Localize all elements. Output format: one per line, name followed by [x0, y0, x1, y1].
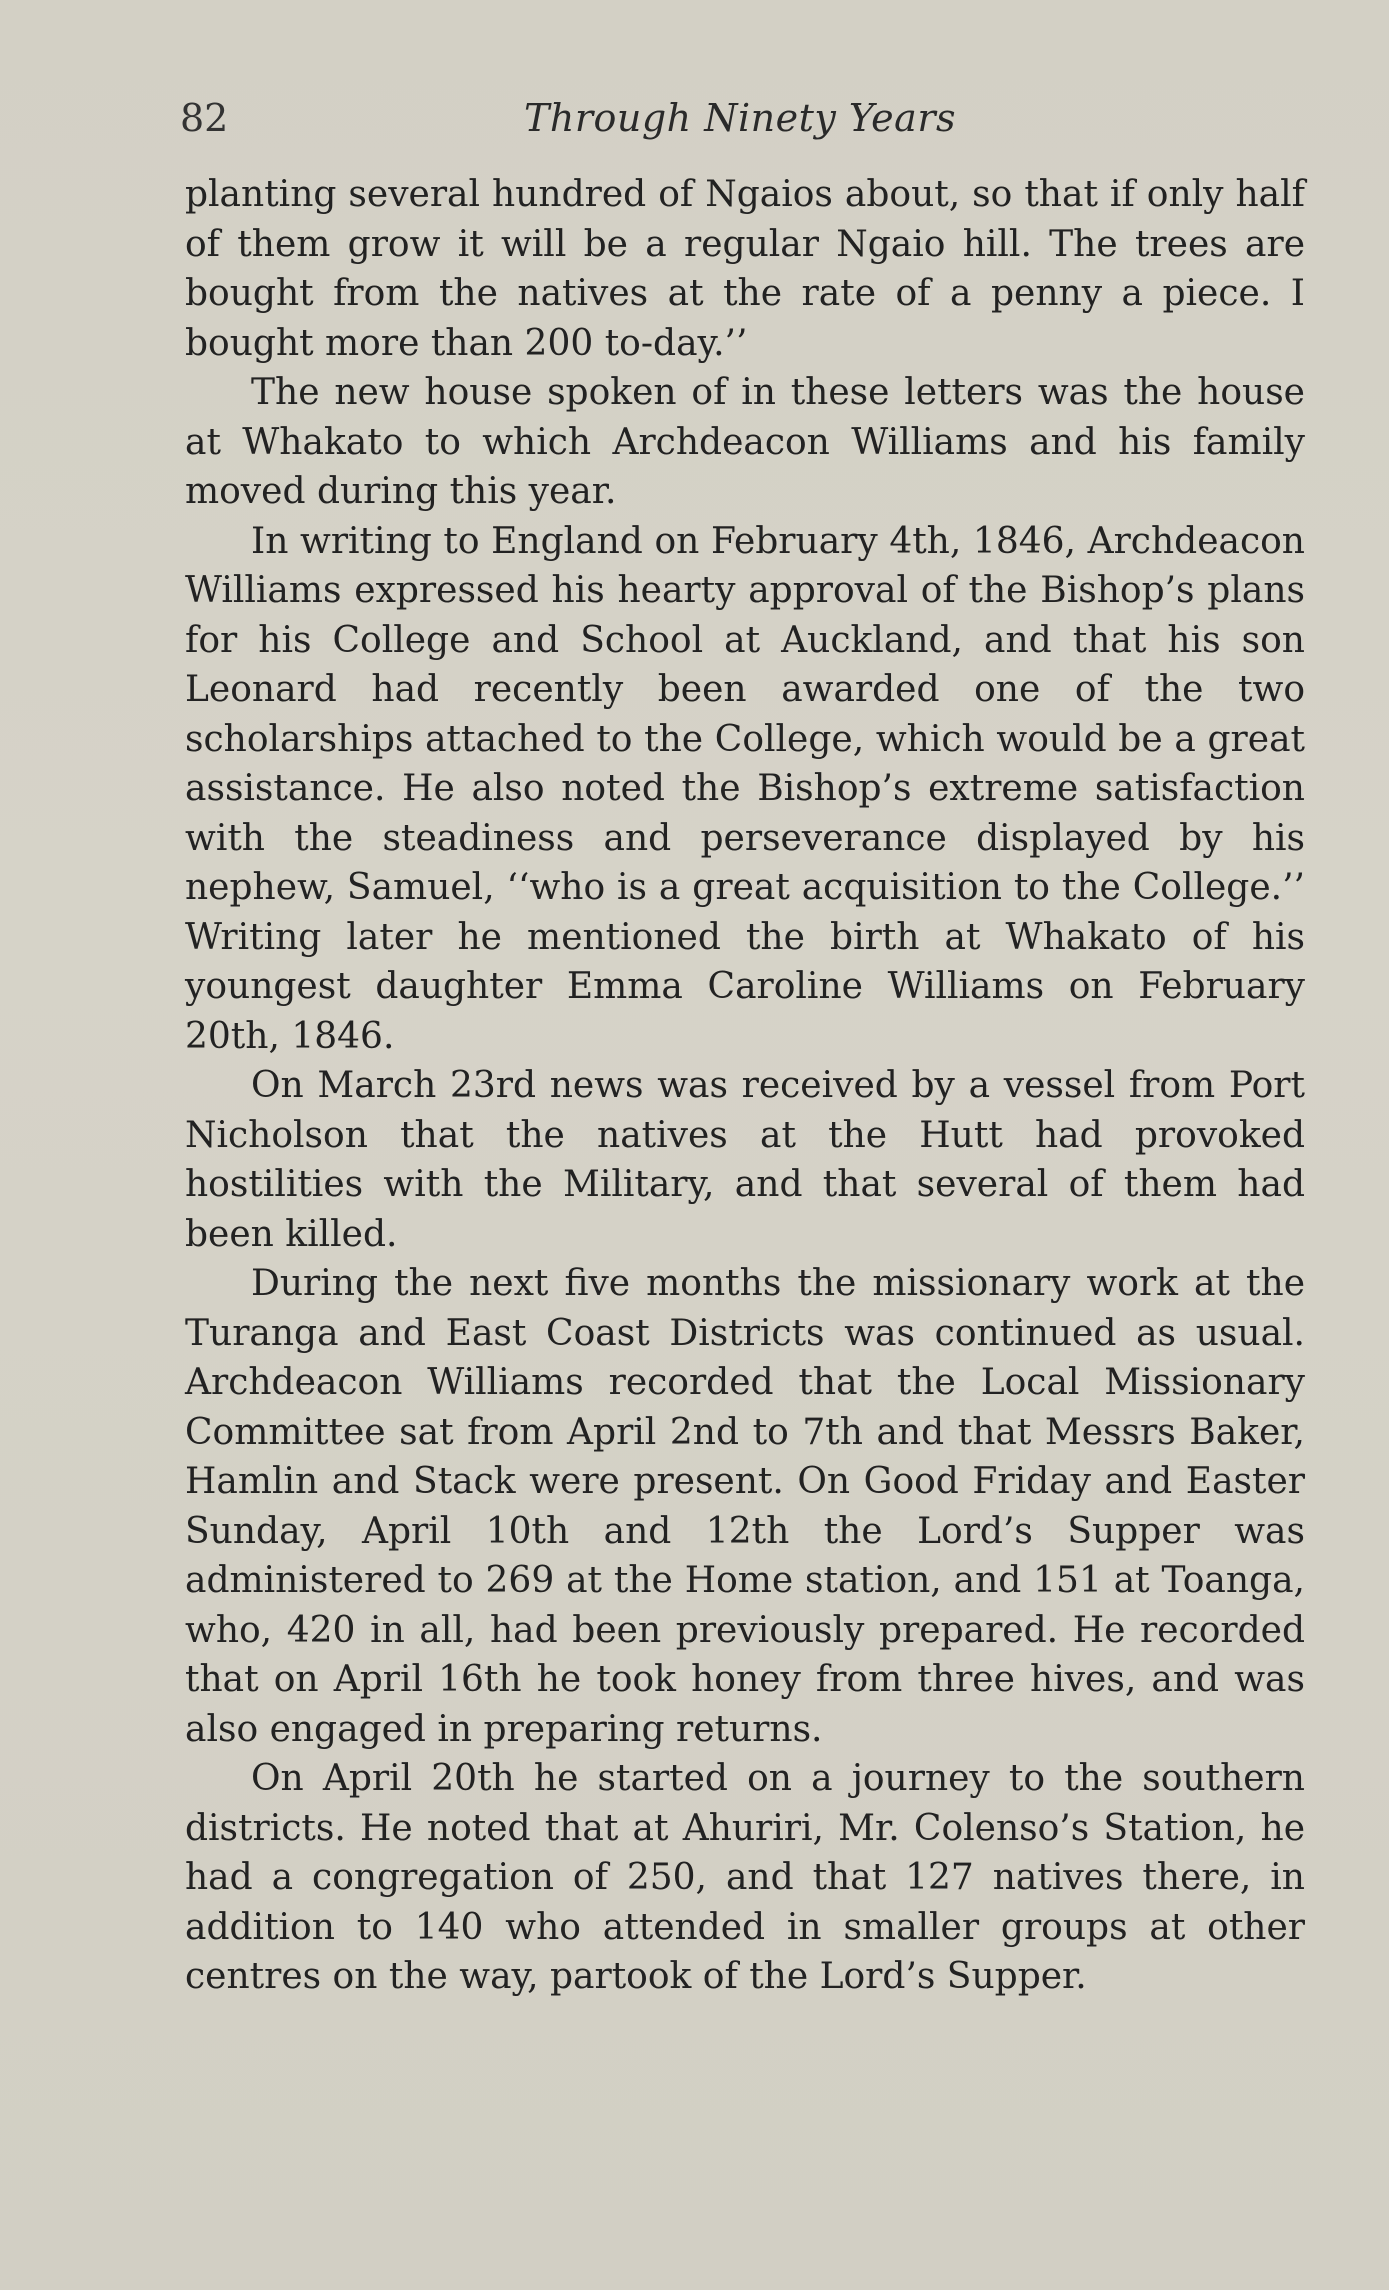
paragraph-march-news: On March 23rd news was received by a vessel from Port Nicholson that the natives at the Hutt had provoked hostilities with the Military, and that several of them had been killed.: [185, 1065, 1305, 1255]
running-title: Through Ninety Years: [524, 96, 956, 140]
page-number: 82: [180, 96, 229, 140]
paragraph-southern-journey: On April 20th he started on a journey to the southern districts. He noted that at Ahuriri, Mr. Colenso’s Station, he had a congregation of 250, and that 127 natives there, in addition to 140 who attended in smaller groups at other centres on the way, partook of the Lord’s Supper.: [185, 1758, 1305, 1997]
body-text: [185, 170, 1305, 2002]
paragraph-writing-to-england: In writing to England on February 4th, 1846, Archdeacon Williams expressed his hearty approval of the Bishop’s plans for his College and School at Auckland, and that his son Leonard had recently been awarded one of the two scholarships attached to the College, which would be a great assistance. He also noted the Bishop’s extreme satisfaction with the steadiness and perseverance displayed by his nephew, Samuel, ‘‘who is a great acquisition to the College.’’ Writing later he mentioned the birth at Whakato of his youngest daughter Emma Caroline Williams on February 20th, 1846.: [185, 520, 1305, 1057]
paragraph-continuation: planting several hundred of Ngaios about, so that if only half of them grow it will be a regular Ngaio hill. The trees are bought from the natives at the rate of a penny a piece. I bought more than 200 to-day.’’: [185, 174, 1305, 364]
paragraph-missionary-work: During the next five months the missionary work at the Turanga and East Coast Districts was continued as usual. Archdeacon Williams recorded that the Local Missionary Committee sat from April 2nd to 7th and that Messrs Baker, Hamlin and Stack were present. On Good Friday and Easter Sunday, April 10th and 12th the Lord’s Supper was administered to 269 at the Home station, and 151 at Toanga, who, 420 in all, had been previously prepared. He recorded that on April 16th he took honey from three hives, and was also engaged in preparing returns.: [185, 1263, 1305, 1750]
paragraph-new-house: The new house spoken of in these letters was the house at Whakato to which Archdeacon Williams and his family moved during this year.: [185, 372, 1305, 512]
running-head: [180, 88, 1300, 148]
